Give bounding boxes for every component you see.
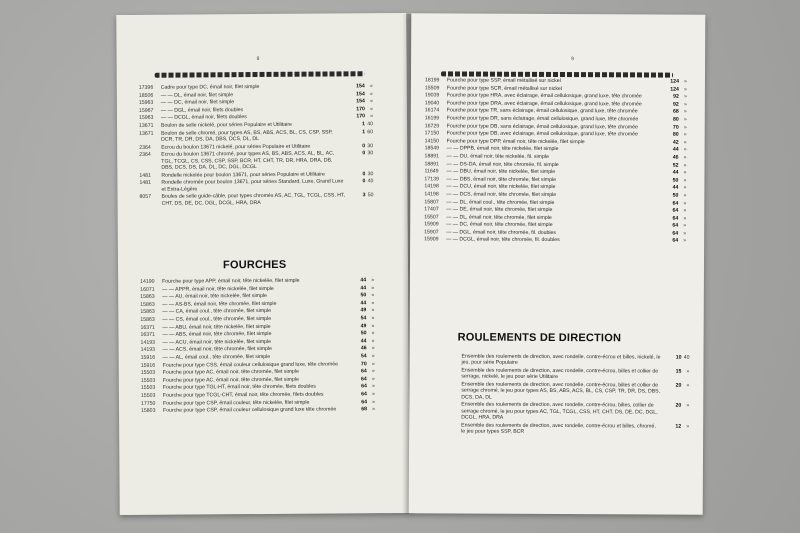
part-price: 54 bbox=[360, 315, 367, 322]
price-cents: » bbox=[683, 154, 687, 161]
part-code: 15807 bbox=[424, 198, 439, 205]
part-price: 64 bbox=[672, 238, 679, 245]
table-row bbox=[425, 100, 687, 108]
part-price: 50 bbox=[672, 192, 679, 199]
part-price: 80 bbox=[672, 116, 679, 123]
price-cents: » bbox=[686, 423, 690, 430]
part-code: 15503 bbox=[140, 385, 156, 392]
part-description: Fourche pour type CSP, émail couleur, tête nickelée, filet simple bbox=[162, 399, 310, 407]
table-row bbox=[140, 308, 374, 316]
table-row bbox=[140, 323, 374, 331]
table-row bbox=[424, 214, 686, 222]
price-cents: » bbox=[371, 360, 375, 367]
part-description: — — DCU, émail noir, tête nickelée, filet simple bbox=[446, 183, 556, 191]
part-code: 15503 bbox=[140, 377, 156, 384]
part-description: Fourche pour type HRA, avec éclairage, émail cellulosique, grand luxe, tête chromée bbox=[446, 92, 642, 100]
price-cents: 30 bbox=[367, 150, 374, 157]
table-row bbox=[425, 123, 687, 131]
part-price: 124 bbox=[670, 78, 679, 85]
part-price: 170 bbox=[356, 106, 365, 113]
part-description: Fourche pour type DB, sans éclairage, émail cellulosique, grand luxe, tête chromée bbox=[446, 122, 638, 130]
part-code: 14190 bbox=[140, 278, 155, 285]
part-description: Fourche pour type CSP, émail couleur cellulosique grand luxe tête chromée bbox=[163, 406, 337, 414]
part-description: Ensemble des roulements de direction, avec rondelle, contre-écrou, billes, collier de serrage chromé, le jeu pour types AC, TGL, TCGL, CSS, HT, CHT, DS, DE, DC, DGL, DCGL, HRA, DRA bbox=[461, 401, 658, 421]
part-code: 18891 bbox=[424, 160, 439, 167]
price-cents: » bbox=[371, 391, 375, 398]
section-title: ROULEMENTS DE DIRECTION bbox=[457, 331, 622, 345]
part-code: 17750 bbox=[140, 400, 156, 407]
part-description: — — DCGL, émail noir, tête chromée, fil. doubles bbox=[446, 236, 560, 244]
part-code: 16729 bbox=[424, 122, 440, 129]
table-row bbox=[424, 229, 686, 237]
table-row bbox=[424, 176, 686, 184]
table-row bbox=[139, 178, 373, 192]
part-code: 17150 bbox=[424, 130, 440, 137]
table-row bbox=[425, 85, 687, 93]
part-price: 54 bbox=[360, 353, 367, 360]
section-title: FOURCHES bbox=[222, 258, 287, 272]
part-code: 15907 bbox=[424, 229, 439, 236]
part-description: — — DCGL, émail noir, filets doubles bbox=[160, 114, 247, 122]
table-row bbox=[425, 138, 687, 146]
part-code: 18549 bbox=[424, 145, 440, 152]
price-cents: » bbox=[371, 307, 375, 314]
price-cents: 40 bbox=[683, 354, 690, 361]
price-cents: » bbox=[683, 215, 687, 222]
part-code: 11649 bbox=[424, 168, 439, 175]
part-price: 64 bbox=[672, 207, 679, 214]
price-cents: » bbox=[683, 184, 687, 191]
part-price: 44 bbox=[360, 277, 367, 284]
table-row bbox=[439, 367, 689, 381]
part-description: Fourche pour type TGL-HT, émail noir, tête chromée, filets doubles bbox=[162, 383, 316, 392]
price-cents: » bbox=[683, 192, 687, 199]
table-row bbox=[439, 422, 689, 436]
part-description: Ecrou du boulon 13671 chromé, pour types AS, BS, ABS, ACS, AL, BL, AC, TGL, TCGL, CS, CSS, CSP, SSP, BCR, HT, CHT, TR, DR, HRA, DRA, DB, DBS, DCS, DS, DA, DL, DC, DGL, DCGL bbox=[161, 150, 335, 171]
table-row bbox=[140, 292, 374, 300]
part-description: — — AS-BS, émail noir, tête chromée, filet simple bbox=[162, 300, 277, 308]
price-cents: 40 bbox=[367, 121, 374, 128]
price-cents: » bbox=[371, 292, 375, 299]
table-row bbox=[141, 406, 375, 414]
price-cents: 40 bbox=[367, 178, 374, 185]
part-description: — — DCS, émail noir, tête chromée, filet simple bbox=[446, 191, 557, 198]
part-description: Boules de selle guide-câble, pour types chromés AS, AC, TGL, TCGL, CSS, HT, CHT, DS, DE, DC, DGL, DCGL, HRA, DRA bbox=[161, 192, 346, 207]
price-cents: » bbox=[683, 222, 687, 229]
table-row bbox=[139, 114, 373, 122]
price-cents: » bbox=[683, 147, 687, 154]
part-price: 49 bbox=[360, 307, 367, 314]
part-code: 1481 bbox=[139, 172, 151, 179]
part-price: 80 bbox=[672, 131, 679, 138]
part-price: 1 bbox=[362, 121, 366, 128]
price-cents: » bbox=[371, 330, 375, 337]
price-cents: » bbox=[686, 368, 690, 375]
part-price: 64 bbox=[672, 222, 679, 229]
part-price: 20 bbox=[675, 403, 682, 410]
part-description: — — ACU, émail noir, tête nickelée, filet simple bbox=[162, 338, 271, 346]
part-code: 19039 bbox=[424, 92, 440, 99]
table-row bbox=[424, 168, 686, 176]
part-description: Ensemble des roulements de direction, avec rondelle, contre-écrou et billes, nickelé, le jeu, pour série Populaire bbox=[461, 353, 661, 367]
part-price: 64 bbox=[360, 368, 367, 375]
price-cents: » bbox=[683, 177, 687, 184]
price-cents: » bbox=[369, 90, 373, 97]
part-code: 14198 bbox=[424, 183, 439, 190]
part-code: 18891 bbox=[424, 153, 440, 160]
price-cents: » bbox=[683, 238, 687, 245]
table-row bbox=[140, 285, 374, 293]
price-cents: » bbox=[683, 124, 687, 131]
part-description: — — DBU, émail noir, tête nickelée, filet simple bbox=[446, 168, 556, 176]
table-row bbox=[141, 399, 375, 407]
part-code: 14198 bbox=[424, 191, 439, 198]
part-price: 44 bbox=[360, 338, 367, 345]
part-price: 68 bbox=[361, 406, 368, 413]
part-description: Fourche pour type DRA, avec éclairage, émail cellulosique, grand luxe, tête chromée bbox=[446, 100, 642, 108]
price-cents: » bbox=[683, 139, 687, 146]
part-price: 64 bbox=[361, 375, 367, 383]
part-description: Ensemble des roulements de direction, avec rondelle, contre-écrou, billes et collier de serrage chromé, le jeu pour types AS, BS, ABS, ACS, BL, CS, CSP, TR, DR, DS, DBS, DCS, DA, DL bbox=[461, 381, 661, 401]
table-row bbox=[139, 171, 373, 179]
part-price: 64 bbox=[361, 398, 367, 405]
part-description: Ensemble des roulements de direction, avec rondelle, contre-écrou et billes, chromé, le jeu pour types SSP, BCR bbox=[461, 422, 656, 436]
part-price: 44 bbox=[672, 184, 679, 191]
price-cents: » bbox=[371, 353, 375, 360]
part-description: — — DC, émail noir, filet simple bbox=[160, 99, 235, 106]
part-price: 124 bbox=[670, 86, 679, 93]
part-description: — — DL, émail coul., tête chromée, filet simple bbox=[446, 198, 555, 206]
part-code: 15863 bbox=[140, 301, 155, 308]
part-description: — — DGL, émail noir, tête chromée, fil. doubles bbox=[446, 229, 557, 236]
part-code: 15503 bbox=[140, 369, 156, 376]
table-row bbox=[424, 199, 686, 207]
part-price: 3 bbox=[362, 192, 366, 199]
table-row bbox=[425, 161, 687, 169]
part-code: 15916 bbox=[140, 362, 156, 369]
part-code: 15863 bbox=[140, 309, 155, 316]
part-description: Rondelle chromée pour boulon 13671, pour séries Standard, Luxe, Grand Luxe et Extra-Légère bbox=[161, 178, 344, 193]
parts-list bbox=[139, 83, 374, 208]
part-code: 15909 bbox=[424, 236, 439, 243]
part-description: Fourche pour type SCR, émail métallisé sur nickel bbox=[446, 85, 562, 92]
price-cents: » bbox=[371, 322, 375, 329]
part-code: 16174 bbox=[424, 107, 440, 114]
part-price: 46 bbox=[672, 154, 679, 161]
part-code: 13671 bbox=[139, 122, 154, 129]
table-row bbox=[140, 192, 374, 206]
table-row bbox=[140, 330, 374, 338]
part-price: 44 bbox=[672, 146, 679, 153]
part-code: 8057 bbox=[139, 193, 152, 201]
part-description: Boulon de selle nickelé, pour séries Populaire et Utilitaire bbox=[161, 121, 292, 129]
part-description: — — DGL, émail noir, filets doubles bbox=[160, 106, 244, 114]
part-code: 14193 bbox=[140, 347, 156, 354]
price-cents: » bbox=[684, 86, 687, 93]
part-code: 16371 bbox=[140, 324, 155, 331]
part-code: 2364 bbox=[139, 144, 151, 151]
part-code: 15507 bbox=[424, 213, 439, 221]
price-cents: » bbox=[371, 277, 375, 284]
table-row bbox=[424, 184, 686, 192]
part-price: 70 bbox=[360, 360, 367, 367]
part-price: 44 bbox=[672, 169, 679, 176]
part-description: Ensemble des roulements de direction, avec rondelle, contre-écrou, billes et collier de serrage, nickelé, le jeu pour série Utilitaire bbox=[461, 367, 659, 381]
table-row bbox=[425, 92, 687, 100]
price-cents: » bbox=[684, 78, 687, 85]
part-price: 92 bbox=[673, 101, 679, 108]
part-code: 16199 bbox=[424, 115, 440, 122]
price-cents: » bbox=[371, 284, 375, 291]
part-code: 15909 bbox=[424, 221, 439, 228]
price-cents: » bbox=[371, 368, 375, 375]
page-number: 8 bbox=[256, 56, 260, 63]
part-code: 2364 bbox=[139, 151, 151, 159]
price-cents: » bbox=[370, 106, 373, 113]
part-description: Fourche pour type DR, sans éclairage, émail cellulosique, grand luxe, tête chromée bbox=[446, 115, 639, 123]
right-page bbox=[409, 13, 706, 515]
part-price: 44 bbox=[360, 300, 367, 307]
part-description: Fourche pour type AC, émail noir, tête chromée, filet simple bbox=[162, 376, 299, 384]
part-code: 15509 bbox=[424, 84, 440, 91]
table-row bbox=[139, 143, 373, 151]
table-row bbox=[425, 77, 687, 85]
table-row bbox=[139, 121, 373, 129]
part-price: 0 bbox=[362, 170, 366, 177]
price-cents: » bbox=[683, 109, 687, 116]
part-description: — — CA, émail coul., tête chromée, filet simple bbox=[162, 308, 272, 316]
table-row bbox=[140, 315, 374, 323]
part-code: 17407 bbox=[424, 206, 439, 213]
table-row bbox=[141, 368, 375, 376]
table-row bbox=[424, 237, 686, 245]
part-price: 64 bbox=[672, 230, 679, 237]
part-code: 16071 bbox=[140, 286, 155, 293]
price-cents: 50 bbox=[367, 192, 374, 199]
price-cents: » bbox=[683, 131, 687, 138]
price-cents: » bbox=[371, 300, 375, 307]
table-row bbox=[141, 384, 375, 392]
price-cents: » bbox=[683, 93, 687, 100]
price-cents: 30 bbox=[367, 170, 374, 177]
part-description: — — ACS, émail noir, tête chromée, filet simple bbox=[162, 346, 272, 354]
table-row bbox=[425, 115, 687, 123]
part-description: Fourche pour type SSP, émail métallisé sur nickel bbox=[446, 77, 561, 85]
part-code: 19040 bbox=[424, 100, 440, 107]
part-code: 15967 bbox=[138, 107, 154, 114]
table-row bbox=[425, 108, 687, 116]
part-price: 50 bbox=[360, 330, 367, 337]
part-price: 154 bbox=[356, 90, 365, 97]
table-row bbox=[424, 206, 686, 214]
table-row bbox=[439, 353, 689, 367]
part-code: 15963 bbox=[138, 115, 154, 122]
part-description: Cadre pour type DC, émail noir, filet simple bbox=[160, 84, 260, 91]
part-code: 15916 bbox=[140, 354, 156, 361]
price-cents: » bbox=[683, 162, 687, 169]
price-cents: » bbox=[686, 382, 690, 389]
part-description: Rondelle nickelée pour boulon 13671, pour séries Populaire et Utilitaire bbox=[161, 171, 325, 179]
part-description: — — DPPB, émail noir, tête nickelée, filet simple bbox=[446, 145, 559, 153]
part-price: 12 bbox=[675, 423, 682, 430]
price-cents: » bbox=[371, 337, 375, 344]
part-description: — — ABU, émail noir, tête nickelée, filet simple bbox=[162, 323, 271, 331]
table-row bbox=[140, 277, 374, 285]
part-description: Fourche pour type TR, sans éclairage, émail cellulosique, grand luxe, tête chromée bbox=[446, 107, 638, 115]
part-code: 15503 bbox=[140, 392, 156, 399]
part-price: 20 bbox=[675, 382, 682, 389]
part-price: 50 bbox=[672, 177, 679, 184]
table-row bbox=[425, 130, 687, 138]
part-description: Fourche pour type AC, émail noir, tête chromée, filet simple bbox=[162, 368, 299, 376]
table-row bbox=[141, 361, 375, 369]
table-row bbox=[425, 146, 687, 154]
part-price: 64 bbox=[672, 200, 679, 207]
part-price: 1 bbox=[362, 128, 366, 135]
price-cents: » bbox=[372, 406, 376, 413]
price-cents: » bbox=[370, 113, 373, 120]
part-code: 15863 bbox=[140, 293, 155, 301]
part-price: 64 bbox=[361, 383, 367, 390]
part-code: 18199 bbox=[424, 77, 440, 84]
part-code: 14193 bbox=[140, 339, 156, 346]
price-cents: » bbox=[683, 230, 687, 237]
price-cents: » bbox=[369, 83, 373, 90]
part-description: Ecrou du boulon 13671 nickelé, pour séries Populaire et Utilitaire bbox=[161, 143, 311, 151]
part-price: 49 bbox=[360, 322, 367, 329]
part-price: 44 bbox=[360, 284, 367, 291]
price-cents: » bbox=[371, 383, 375, 390]
decorative-rule bbox=[155, 71, 365, 77]
table-row bbox=[424, 222, 686, 230]
part-code: 17396 bbox=[138, 84, 154, 91]
part-price: 64 bbox=[361, 391, 367, 398]
part-price: 52 bbox=[672, 162, 679, 169]
part-code: 14150 bbox=[424, 138, 440, 145]
price-cents: » bbox=[686, 403, 690, 410]
part-description: — — AL, émail coul., tête chromée, filet simple bbox=[162, 353, 271, 361]
page-number: 9 bbox=[571, 56, 574, 63]
part-description: Fourche pour type TCGL-CHT, émail noir, tête chromée, filets doubles bbox=[162, 391, 324, 399]
part-code: 1481 bbox=[139, 179, 151, 187]
part-code: 18506 bbox=[138, 92, 154, 99]
part-price: 0 bbox=[362, 142, 366, 149]
part-price: 64 bbox=[672, 215, 679, 222]
part-description: — — DBS, émail noir, tête chromée, filet simple bbox=[446, 176, 557, 183]
part-price: 170 bbox=[356, 113, 365, 120]
table-row bbox=[140, 300, 374, 308]
part-description: — — DL, émail noir, tête chromée, filet simple bbox=[446, 214, 552, 221]
part-price: 154 bbox=[356, 83, 365, 90]
price-cents: 60 bbox=[367, 128, 374, 135]
price-cents: 30 bbox=[367, 142, 374, 149]
part-code: 15963 bbox=[138, 99, 154, 107]
part-description: Fourche pour type DB, avec éclairage, émail cellulosique, grand luxe, tête chromée bbox=[446, 130, 638, 138]
part-price: 15 bbox=[675, 368, 682, 375]
part-description: Fourche pour type CSS, émail couleur cellulosique grand luxe, tête chromée bbox=[162, 361, 339, 369]
part-description: — — DC, émail noir, tête chromée, filet simple bbox=[446, 221, 553, 229]
table-row bbox=[424, 191, 686, 199]
part-description: — — DL, émail noir, filet simple bbox=[160, 91, 234, 99]
part-code: 15803 bbox=[141, 407, 156, 414]
part-price: 154 bbox=[356, 98, 365, 105]
part-description: — — AU, émail noir, tête nickelée, filet simple bbox=[162, 293, 267, 300]
price-cents: » bbox=[371, 375, 375, 382]
part-price: 68 bbox=[673, 108, 679, 116]
table-row bbox=[141, 338, 375, 346]
price-cents: » bbox=[683, 169, 687, 176]
parts-list bbox=[439, 353, 689, 437]
price-cents: » bbox=[372, 398, 375, 405]
table-row bbox=[425, 153, 687, 161]
table-row bbox=[439, 381, 689, 402]
part-price: 46 bbox=[360, 345, 367, 352]
table-row bbox=[439, 402, 689, 423]
part-description: Boulon de selle chromé, pour types AS, BS, ABS, ACS, BL, CS, CSP, SSP, DCR, TR, DR, DS, DA, DBS, DCS, DL, DL bbox=[161, 129, 333, 143]
parts-list bbox=[140, 277, 375, 415]
part-description: — — APPR, émail noir, tête nickelée, filet simple bbox=[162, 285, 274, 293]
part-price: 50 bbox=[360, 292, 367, 299]
part-price: 0 bbox=[362, 150, 366, 157]
table-row bbox=[141, 376, 375, 384]
table-row bbox=[141, 346, 375, 354]
part-description: Fourche pour type APP, émail noir, tête nickelée, filet simple bbox=[162, 277, 300, 285]
part-price: 10 bbox=[675, 354, 682, 361]
left-page bbox=[116, 13, 409, 515]
price-cents: » bbox=[371, 315, 375, 322]
part-description: — — DE, émail noir, tête chromée, filet simple bbox=[446, 206, 553, 214]
price-cents: » bbox=[683, 207, 687, 214]
part-code: 15863 bbox=[140, 316, 155, 323]
table-row bbox=[139, 129, 373, 143]
price-cents: » bbox=[371, 345, 375, 352]
price-cents: » bbox=[369, 98, 373, 105]
part-description: — — ABS, émail noir, tête chromée, filet simple bbox=[162, 331, 272, 338]
table-row bbox=[141, 353, 375, 361]
price-cents: » bbox=[683, 116, 687, 123]
part-price: 42 bbox=[672, 139, 679, 146]
part-price: 70 bbox=[672, 124, 679, 131]
part-code: 17139 bbox=[424, 176, 439, 183]
parts-list bbox=[424, 77, 687, 245]
part-description: — — CS, émail coul., tête chromée, filet simple bbox=[162, 315, 272, 323]
table-row bbox=[139, 150, 373, 171]
part-code: 13671 bbox=[139, 130, 154, 137]
part-price: 92 bbox=[673, 93, 679, 100]
part-description: — — DS-DA, émail noir, tête chromée, fil. simple bbox=[446, 160, 559, 168]
part-code: 16371 bbox=[140, 331, 155, 339]
part-description: — — DU, émail noir, tête nickelée, fil. simple bbox=[446, 153, 549, 160]
price-cents: » bbox=[683, 101, 687, 108]
table-row bbox=[141, 391, 375, 399]
part-price: 0 bbox=[362, 178, 366, 185]
part-description: Fourche pour type DPP, émail noir, tête nickelée, filet simple bbox=[446, 138, 585, 145]
price-cents: » bbox=[683, 200, 687, 207]
